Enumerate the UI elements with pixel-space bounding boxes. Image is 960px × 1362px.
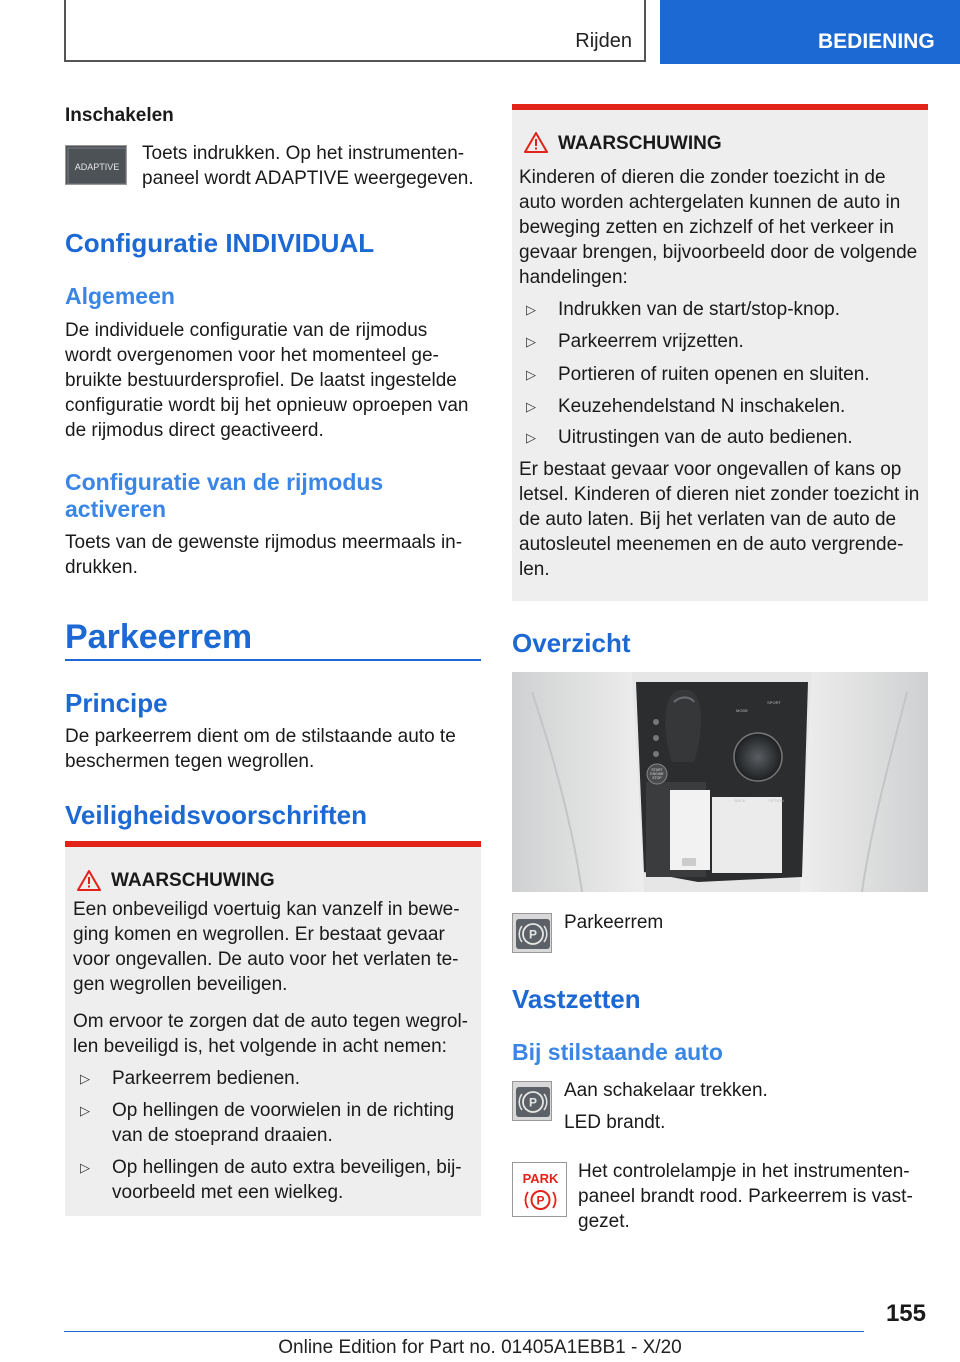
triangle-bullet-icon: ▷ [526, 399, 536, 414]
start-stop-label-2: ENGINE [650, 772, 664, 776]
config-individual-heading: Configuratie INDIVIDUAL [65, 228, 375, 258]
principe-text: De parkeerrem dient om de stilstaande auto te beschermen tegen wegrollen. [65, 726, 456, 772]
adaptive-icon-label: ADAPTIVE [74, 162, 120, 172]
warning-title: WAARSCHUWING [111, 870, 275, 891]
vastzetten-heading: Vastzetten [512, 984, 641, 1014]
mode-label: MODE [736, 708, 748, 713]
svg-text:P: P [528, 1095, 538, 1110]
algemeen-heading: Algemeen [65, 283, 175, 309]
list-item: ▷ Op hellingen de auto extra beveiligen, bij- voorbeeld met een wielkeg. [80, 1157, 462, 1203]
back-label: BACK [734, 798, 746, 803]
triangle-bullet-icon: ▷ [80, 1160, 90, 1175]
warning-text-2: Om ervoor te zorgen dat de auto tegen wegrol- len beveiligd is, het volgende in acht nemen: [73, 1011, 469, 1057]
parking-brake-switch-icon [512, 913, 552, 953]
parkeerrem-heading: Parkeerrem [65, 618, 253, 656]
parkeerrem-caption: Parkeerrem [564, 912, 664, 933]
triangle-bullet-icon: ▷ [526, 430, 536, 445]
warning-triangle-icon [77, 869, 101, 891]
warning-text: Een onbeveiligd voertuig kan vanzelf in bewe- ging komen en wegrollen. Er bestaat gevaar voor ongevallen. De auto voor het verlaten te- gen wegrollen beveiligen. [73, 899, 460, 995]
warning-bar [512, 104, 928, 110]
option-label: OPTION [768, 798, 784, 803]
park-warning-lamp-icon [512, 1162, 567, 1217]
list-item: ▷ Op hellingen de voorwielen in de richting van de stoeprand draaien. [80, 1100, 455, 1146]
inschakelen-heading: Inschakelen [65, 105, 174, 126]
principe-heading: Principe [65, 688, 168, 718]
led-text: LED brandt. [564, 1112, 666, 1133]
footer-edition: Online Edition for Part no. 01405A1EBB1 - X/20 [278, 1337, 682, 1358]
start-stop-label-3: STOP [652, 776, 662, 780]
warning-title: WAARSCHUWING [558, 133, 722, 154]
footer-rule [64, 1331, 864, 1332]
section-rule [65, 659, 481, 661]
overzicht-heading: Overzicht [512, 628, 631, 658]
center-console-photo [512, 672, 928, 892]
activeren-text: Toets van de gewenste rijmodus meermaals in- drukken. [65, 532, 463, 578]
warning-triangle-icon [524, 131, 548, 153]
warning-bar [65, 841, 481, 847]
parking-brake-switch-icon [512, 1081, 552, 1121]
triangle-bullet-icon: ▷ [80, 1103, 90, 1118]
sport-label: SPORT [767, 700, 781, 705]
triangle-bullet-icon: ▷ [526, 302, 536, 317]
controle-text: Het controlelampje in het instrumenten- paneel brandt rood. Parkeerrem is vast- gezet. [578, 1161, 913, 1232]
svg-text:P: P [536, 1193, 545, 1208]
veiligheid-heading: Veiligheidsvoorschriften [65, 800, 367, 830]
triangle-bullet-icon: ▷ [80, 1071, 90, 1086]
start-stop-label-1: START [651, 768, 663, 772]
triangle-bullet-icon: ▷ [526, 334, 536, 349]
activeren-heading: Configuratie van de rijmodus activeren [65, 469, 384, 522]
inschakelen-text: Toets indrukken. Op het instrumenten- paneel wordt ADAPTIVE weergegeven. [142, 143, 474, 189]
warning-text: Kinderen of dieren die zonder toezicht in de auto worden achtergelaten kunnen de auto in beweging zetten en zichzelf of het verkeer in gevaar brengen, bijvoorbeeld door de volgende handelingen: [519, 167, 918, 288]
warning-text-2: Er bestaat gevaar voor ongevallen of kans op letsel. Kinderen of dieren niet zonder toezicht in de auto laten. Bij het verlaten van de auto de autosleutel meenemen en de auto vergrende- len. [519, 459, 920, 580]
triangle-bullet-icon: ▷ [526, 367, 536, 382]
adaptive-button-icon [65, 145, 127, 185]
warning-box-left: WAARSCHUWING Een onbeveiligd voertuig kan vanzelf in bewe- ging komen en wegrollen. Er bestaat gevaar voor ongevallen. De auto voor het verlaten te- gen wegrollen beveiligen. Om ervoor te zorgen dat de auto tegen wegrol- len beveiligd is, het volgende in acht nemen: ▷ Parkeerrem bedienen. ▷ Op hellingen de voorwielen in de richting van de stoeprand draaien. ▷ Op hellingen de auto extra beveiligen, bij- voorbeeld met een wielkeg. [65, 841, 481, 1216]
algemeen-text: De individuele configuratie van de rijmodus wordt overgenomen voor het momenteel ge- bruikte bestuurdersprofiel. De laatst ingestelde configuratie wordt bij het opnieuw oproepen van de rijmodus direct geactiveerd. [65, 320, 469, 441]
stilstaande-heading: Bij stilstaande auto [512, 1039, 723, 1065]
svg-text:P: P [528, 927, 538, 942]
header-chapter: Rijden [575, 30, 632, 52]
page-number: 155 [885, 1300, 926, 1327]
header-section-tab[interactable]: BEDIENING [660, 0, 960, 64]
park-icon-label: PARK [522, 1171, 559, 1186]
warning-box-right: WAARSCHUWING Kinderen of dieren die zonder toezicht in de auto worden achtergelaten kunnen de auto in beweging zetten en zichzelf of het verkeer in gevaar brengen, bijvoorbeeld door de volgende handelingen: ▷ Indrukken van de start/stop-knop. ▷ Parkeerrem vrijzetten. ▷ Portieren of ruiten openen en sluiten. ▷ Keuzehendelstand N inschakelen. ▷ Uitrustingen van de auto bedienen. Er bestaat gevaar voor ongevallen of kans op letsel. Kinderen of dieren niet zonder toezicht in de auto laten. Bij het verlaten van de auto de autosleutel meenemen en de auto vergrende- len. [512, 104, 928, 601]
trekken-text: Aan schakelaar trekken. [564, 1080, 768, 1101]
header-frame [64, 0, 646, 62]
